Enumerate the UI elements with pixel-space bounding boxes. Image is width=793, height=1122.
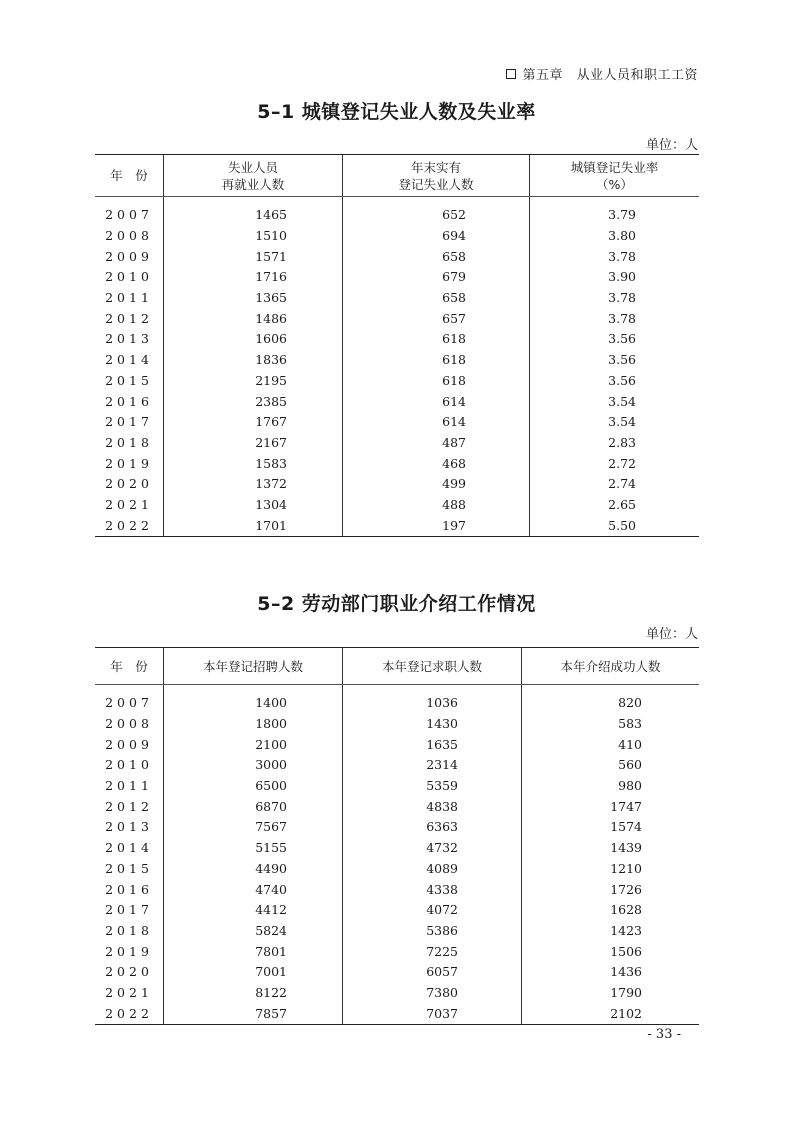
col-header-reemployed: 失业人员 再就业人数 [164, 155, 343, 197]
table-row [95, 474, 699, 495]
value-cell: 657 [343, 308, 530, 329]
value-cell: 3.79 [530, 205, 700, 226]
value-cell: 4732 [343, 838, 522, 859]
value-cell: 1716 [164, 267, 343, 288]
value-cell: 6363 [343, 817, 522, 838]
value-cell: 3.78 [530, 308, 700, 329]
value-cell: 560 [522, 755, 700, 776]
year-cell: 2013 [105, 331, 153, 347]
year-cell: 2012 [105, 310, 153, 326]
value-cell: 5824 [164, 921, 343, 942]
value-cell: 1726 [522, 879, 700, 900]
col-header-year: 年 份 [95, 155, 164, 197]
value-cell: 5359 [343, 776, 522, 797]
table-row [95, 796, 699, 817]
year-cell: 2021 [105, 496, 153, 512]
value-cell: 1767 [164, 412, 343, 433]
value-cell: 7567 [164, 817, 343, 838]
table-row [95, 495, 699, 516]
spacer-row [95, 197, 699, 206]
value-cell: 2195 [164, 371, 343, 392]
spacer-cell [343, 197, 530, 206]
value-cell: 1365 [164, 288, 343, 309]
value-cell: 468 [343, 453, 530, 474]
value-cell: 4838 [343, 796, 522, 817]
table-row [95, 734, 699, 755]
value-cell: 1465 [164, 205, 343, 226]
value-cell: 1606 [164, 329, 343, 350]
value-cell: 1439 [522, 838, 700, 859]
spacer-cell [164, 197, 343, 206]
spacer-cell [164, 685, 343, 694]
value-cell: 7001 [164, 962, 343, 983]
value-cell: 7380 [343, 983, 522, 1004]
value-cell: 1701 [164, 515, 343, 536]
value-cell: 1583 [164, 453, 343, 474]
table-row [95, 859, 699, 880]
year-cell: 2009 [105, 248, 153, 264]
year-cell: 2011 [105, 778, 153, 794]
value-cell: 2.72 [530, 453, 700, 474]
table-row [95, 453, 699, 474]
year-cell: 2019 [105, 943, 153, 959]
year-cell: 2022 [95, 515, 164, 536]
value-cell: 4089 [343, 859, 522, 880]
value-cell: 6057 [343, 962, 522, 983]
year-cell: 2010 [105, 757, 153, 773]
spacer-row [95, 685, 699, 694]
table-row [95, 267, 699, 288]
value-cell: 618 [343, 350, 530, 371]
value-cell: 4412 [164, 900, 343, 921]
value-cell: 614 [343, 391, 530, 412]
year-cell: 2017 [105, 414, 153, 430]
col-header-unemployment-rate: 城镇登记失业率 （%） [530, 155, 700, 197]
year-cell: 2014 [105, 840, 153, 856]
year-cell: 2013 [105, 819, 153, 835]
year-cell: 2007 [105, 207, 153, 223]
table-row [95, 515, 699, 536]
table-row [95, 838, 699, 859]
value-cell: 410 [522, 734, 700, 755]
value-cell: 1635 [343, 734, 522, 755]
value-cell: 1836 [164, 350, 343, 371]
value-cell: 3.78 [530, 246, 700, 267]
col-header-jobseeker-registered: 本年登记求职人数 [343, 648, 522, 685]
value-cell: 1372 [164, 474, 343, 495]
year-cell: 2018 [105, 922, 153, 938]
year-cell: 2008 [105, 716, 153, 732]
value-cell: 2.83 [530, 433, 700, 454]
table-row [95, 329, 699, 350]
year-cell: 2016 [105, 393, 153, 409]
value-cell: 3.56 [530, 371, 700, 392]
value-cell: 3.78 [530, 288, 700, 309]
value-cell: 4072 [343, 900, 522, 921]
value-cell: 2100 [164, 734, 343, 755]
value-cell: 1506 [522, 941, 700, 962]
year-cell: 2010 [105, 269, 153, 285]
spacer-cell [95, 685, 164, 694]
value-cell: 1486 [164, 308, 343, 329]
table-row [95, 983, 699, 1004]
value-cell: 618 [343, 371, 530, 392]
year-cell: 2017 [105, 902, 153, 918]
table-row [95, 412, 699, 433]
value-cell: 2385 [164, 391, 343, 412]
table-row [95, 921, 699, 942]
year-cell: 2021 [105, 984, 153, 1000]
value-cell: 1036 [343, 693, 522, 714]
value-cell: 4740 [164, 879, 343, 900]
table-row [95, 391, 699, 412]
table2-title: 5–2 劳动部门职业介绍工作情况 [257, 593, 536, 615]
spacer-cell [343, 685, 522, 694]
year-cell: 2009 [105, 736, 153, 752]
value-cell: 679 [343, 267, 530, 288]
value-cell: 1400 [164, 693, 343, 714]
year-cell: 2008 [105, 228, 153, 244]
table-row [95, 962, 699, 983]
table-row [95, 714, 699, 735]
year-cell: 2012 [105, 798, 153, 814]
table-row [95, 288, 699, 309]
value-cell: 652 [343, 205, 530, 226]
value-cell: 694 [343, 226, 530, 247]
year-cell: 2015 [105, 860, 153, 876]
table-row [95, 1003, 699, 1024]
value-cell: 1574 [522, 817, 700, 838]
value-cell: 3000 [164, 755, 343, 776]
year-cell: 2016 [105, 881, 153, 897]
square-icon [506, 69, 516, 79]
value-cell: 1571 [164, 246, 343, 267]
value-cell: 5155 [164, 838, 343, 859]
value-cell: 583 [522, 714, 700, 735]
table2-unit: 单位：人 [645, 627, 698, 642]
table1-title: 5–1 城镇登记失业人数及失业率 [257, 101, 536, 123]
value-cell: 2.65 [530, 495, 700, 516]
table1-unit: 单位：人 [645, 138, 698, 153]
col-header-registered-unemployed: 年末实有 登记失业人数 [343, 155, 530, 197]
value-cell: 820 [522, 693, 700, 714]
value-cell: 1747 [522, 796, 700, 817]
value-cell: 1436 [522, 962, 700, 983]
year-cell: 2022 [95, 1003, 164, 1024]
col-header-placement-success: 本年介绍成功人数 [522, 648, 700, 685]
value-cell: 6870 [164, 796, 343, 817]
value-cell: 2102 [522, 1003, 700, 1024]
value-cell: 1790 [522, 983, 700, 1004]
value-cell: 4338 [343, 879, 522, 900]
year-cell: 2020 [105, 476, 153, 492]
table1-unemployment [95, 154, 699, 537]
value-cell: 499 [343, 474, 530, 495]
year-cell: 2018 [105, 434, 153, 450]
value-cell: 7801 [164, 941, 343, 962]
value-cell: 2.74 [530, 474, 700, 495]
table-row [95, 817, 699, 838]
year-cell: 2019 [105, 455, 153, 471]
page-number: - 33 - [647, 1027, 681, 1042]
value-cell: 618 [343, 329, 530, 350]
value-cell: 8122 [164, 983, 343, 1004]
value-cell: 1800 [164, 714, 343, 735]
value-cell: 980 [522, 776, 700, 797]
value-cell: 3.54 [530, 412, 700, 433]
value-cell: 3.80 [530, 226, 700, 247]
value-cell: 1423 [522, 921, 700, 942]
value-cell: 3.54 [530, 391, 700, 412]
table-row [95, 246, 699, 267]
value-cell: 2167 [164, 433, 343, 454]
table-row [95, 693, 699, 714]
value-cell: 488 [343, 495, 530, 516]
value-cell: 5386 [343, 921, 522, 942]
value-cell: 658 [343, 246, 530, 267]
value-cell: 1210 [522, 859, 700, 880]
spacer-cell [95, 197, 164, 206]
value-cell: 3.90 [530, 267, 700, 288]
value-cell: 7225 [343, 941, 522, 962]
spacer-cell [530, 197, 700, 206]
value-cell: 5.50 [530, 515, 700, 536]
value-cell: 6500 [164, 776, 343, 797]
table-row [95, 755, 699, 776]
value-cell: 197 [343, 515, 530, 536]
table-row [95, 900, 699, 921]
table-row [95, 371, 699, 392]
table-row [95, 205, 699, 226]
running-header [506, 64, 698, 83]
value-cell: 7037 [343, 1003, 522, 1024]
table2-job-placement [95, 647, 699, 1025]
year-cell: 2015 [105, 372, 153, 388]
table-row [95, 350, 699, 371]
year-cell: 2007 [105, 695, 153, 711]
table-row [95, 433, 699, 454]
year-cell: 2014 [105, 352, 153, 368]
value-cell: 487 [343, 433, 530, 454]
value-cell: 7857 [164, 1003, 343, 1024]
table-row [95, 226, 699, 247]
value-cell: 2314 [343, 755, 522, 776]
chapter-title: 第五章 从业人员和职工工资 [522, 68, 698, 83]
table-row [95, 941, 699, 962]
spacer-cell [522, 685, 700, 694]
table2-header-row [95, 648, 699, 685]
value-cell: 1304 [164, 495, 343, 516]
table-row [95, 776, 699, 797]
year-cell: 2020 [105, 964, 153, 980]
value-cell: 1430 [343, 714, 522, 735]
table1-header-row [95, 155, 699, 197]
value-cell: 1510 [164, 226, 343, 247]
value-cell: 614 [343, 412, 530, 433]
table-row [95, 308, 699, 329]
value-cell: 3.56 [530, 329, 700, 350]
col-header-year: 年 份 [95, 648, 164, 685]
table-row [95, 879, 699, 900]
value-cell: 4490 [164, 859, 343, 880]
value-cell: 3.56 [530, 350, 700, 371]
year-cell: 2011 [105, 290, 153, 306]
col-header-recruit-registered: 本年登记招聘人数 [164, 648, 343, 685]
value-cell: 658 [343, 288, 530, 309]
value-cell: 1628 [522, 900, 700, 921]
